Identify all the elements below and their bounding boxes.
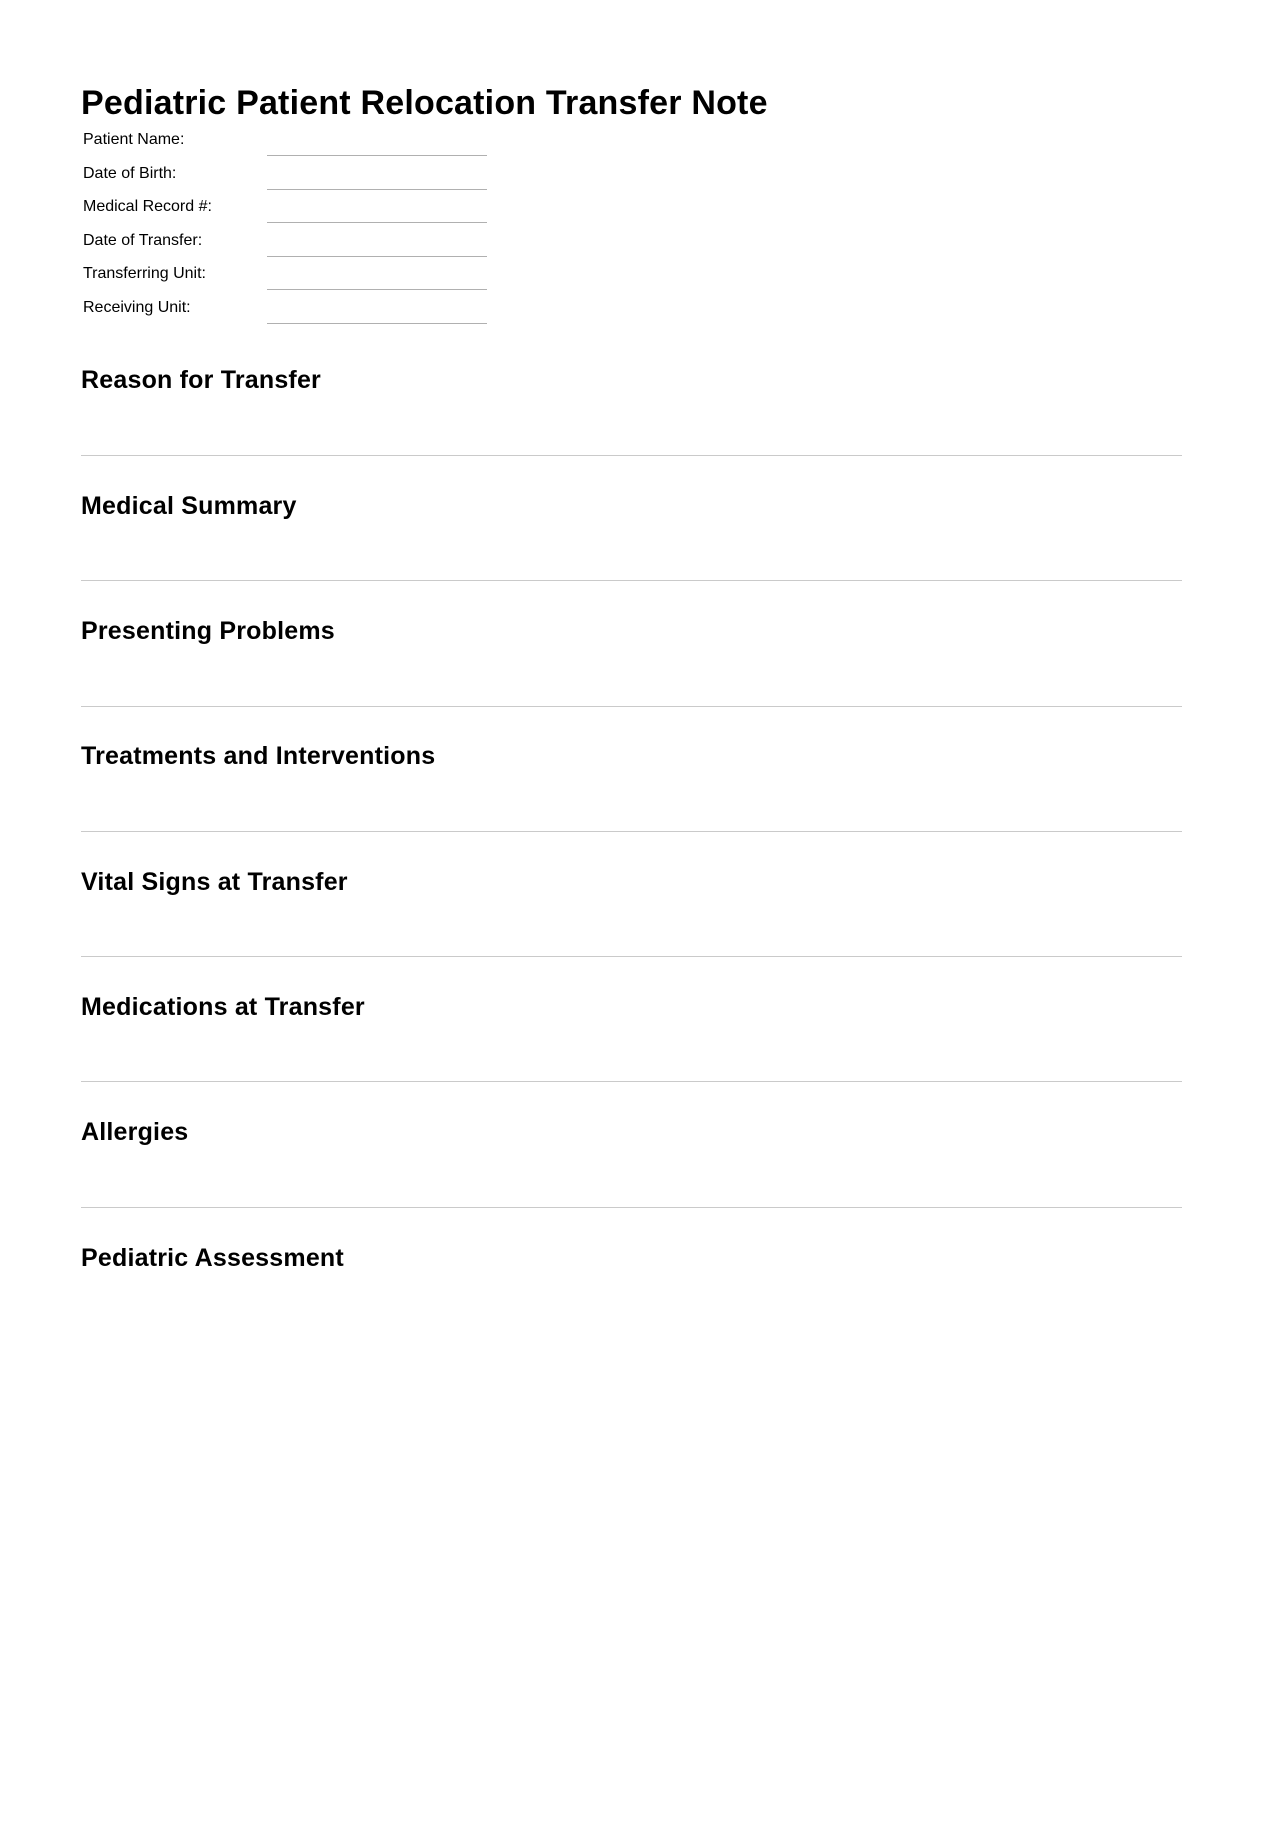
field-label-transferring-unit: Transferring Unit: bbox=[83, 265, 206, 282]
section-heading-treatments-and-interventions: Treatments and Interventions bbox=[81, 742, 436, 770]
section-divider-medical-summary bbox=[81, 580, 1182, 581]
field-label-medical-record: Medical Record #: bbox=[83, 198, 212, 215]
section-heading-reason-for-transfer: Reason for Transfer bbox=[81, 366, 321, 394]
section-divider-allergies bbox=[81, 1207, 1182, 1208]
field-input-transferring-unit[interactable] bbox=[267, 275, 487, 290]
section-divider-medications-at-transfer bbox=[81, 1081, 1182, 1082]
section-divider-presenting-problems bbox=[81, 706, 1182, 707]
field-label-date-of-transfer: Date of Transfer: bbox=[83, 232, 203, 249]
section-heading-pediatric-assessment: Pediatric Assessment bbox=[81, 1244, 344, 1272]
section-heading-allergies: Allergies bbox=[81, 1118, 189, 1146]
section-divider-reason-for-transfer bbox=[81, 455, 1182, 456]
section-heading-presenting-problems: Presenting Problems bbox=[81, 617, 335, 645]
document-title: Pediatric Patient Relocation Transfer Note bbox=[81, 84, 768, 122]
section-heading-medications-at-transfer: Medications at Transfer bbox=[81, 993, 365, 1021]
field-input-date-of-birth[interactable] bbox=[267, 175, 487, 190]
field-input-receiving-unit[interactable] bbox=[267, 309, 487, 324]
field-label-receiving-unit: Receiving Unit: bbox=[83, 299, 191, 316]
field-input-medical-record[interactable] bbox=[267, 208, 487, 223]
section-divider-treatments-and-interventions bbox=[81, 831, 1182, 832]
field-input-date-of-transfer[interactable] bbox=[267, 242, 487, 257]
section-divider-vital-signs-at-transfer bbox=[81, 956, 1182, 957]
field-label-date-of-birth: Date of Birth: bbox=[83, 165, 177, 182]
section-heading-vital-signs-at-transfer: Vital Signs at Transfer bbox=[81, 868, 348, 896]
field-input-patient-name[interactable] bbox=[267, 141, 487, 156]
field-label-patient-name: Patient Name: bbox=[83, 131, 185, 148]
section-heading-medical-summary: Medical Summary bbox=[81, 492, 297, 520]
